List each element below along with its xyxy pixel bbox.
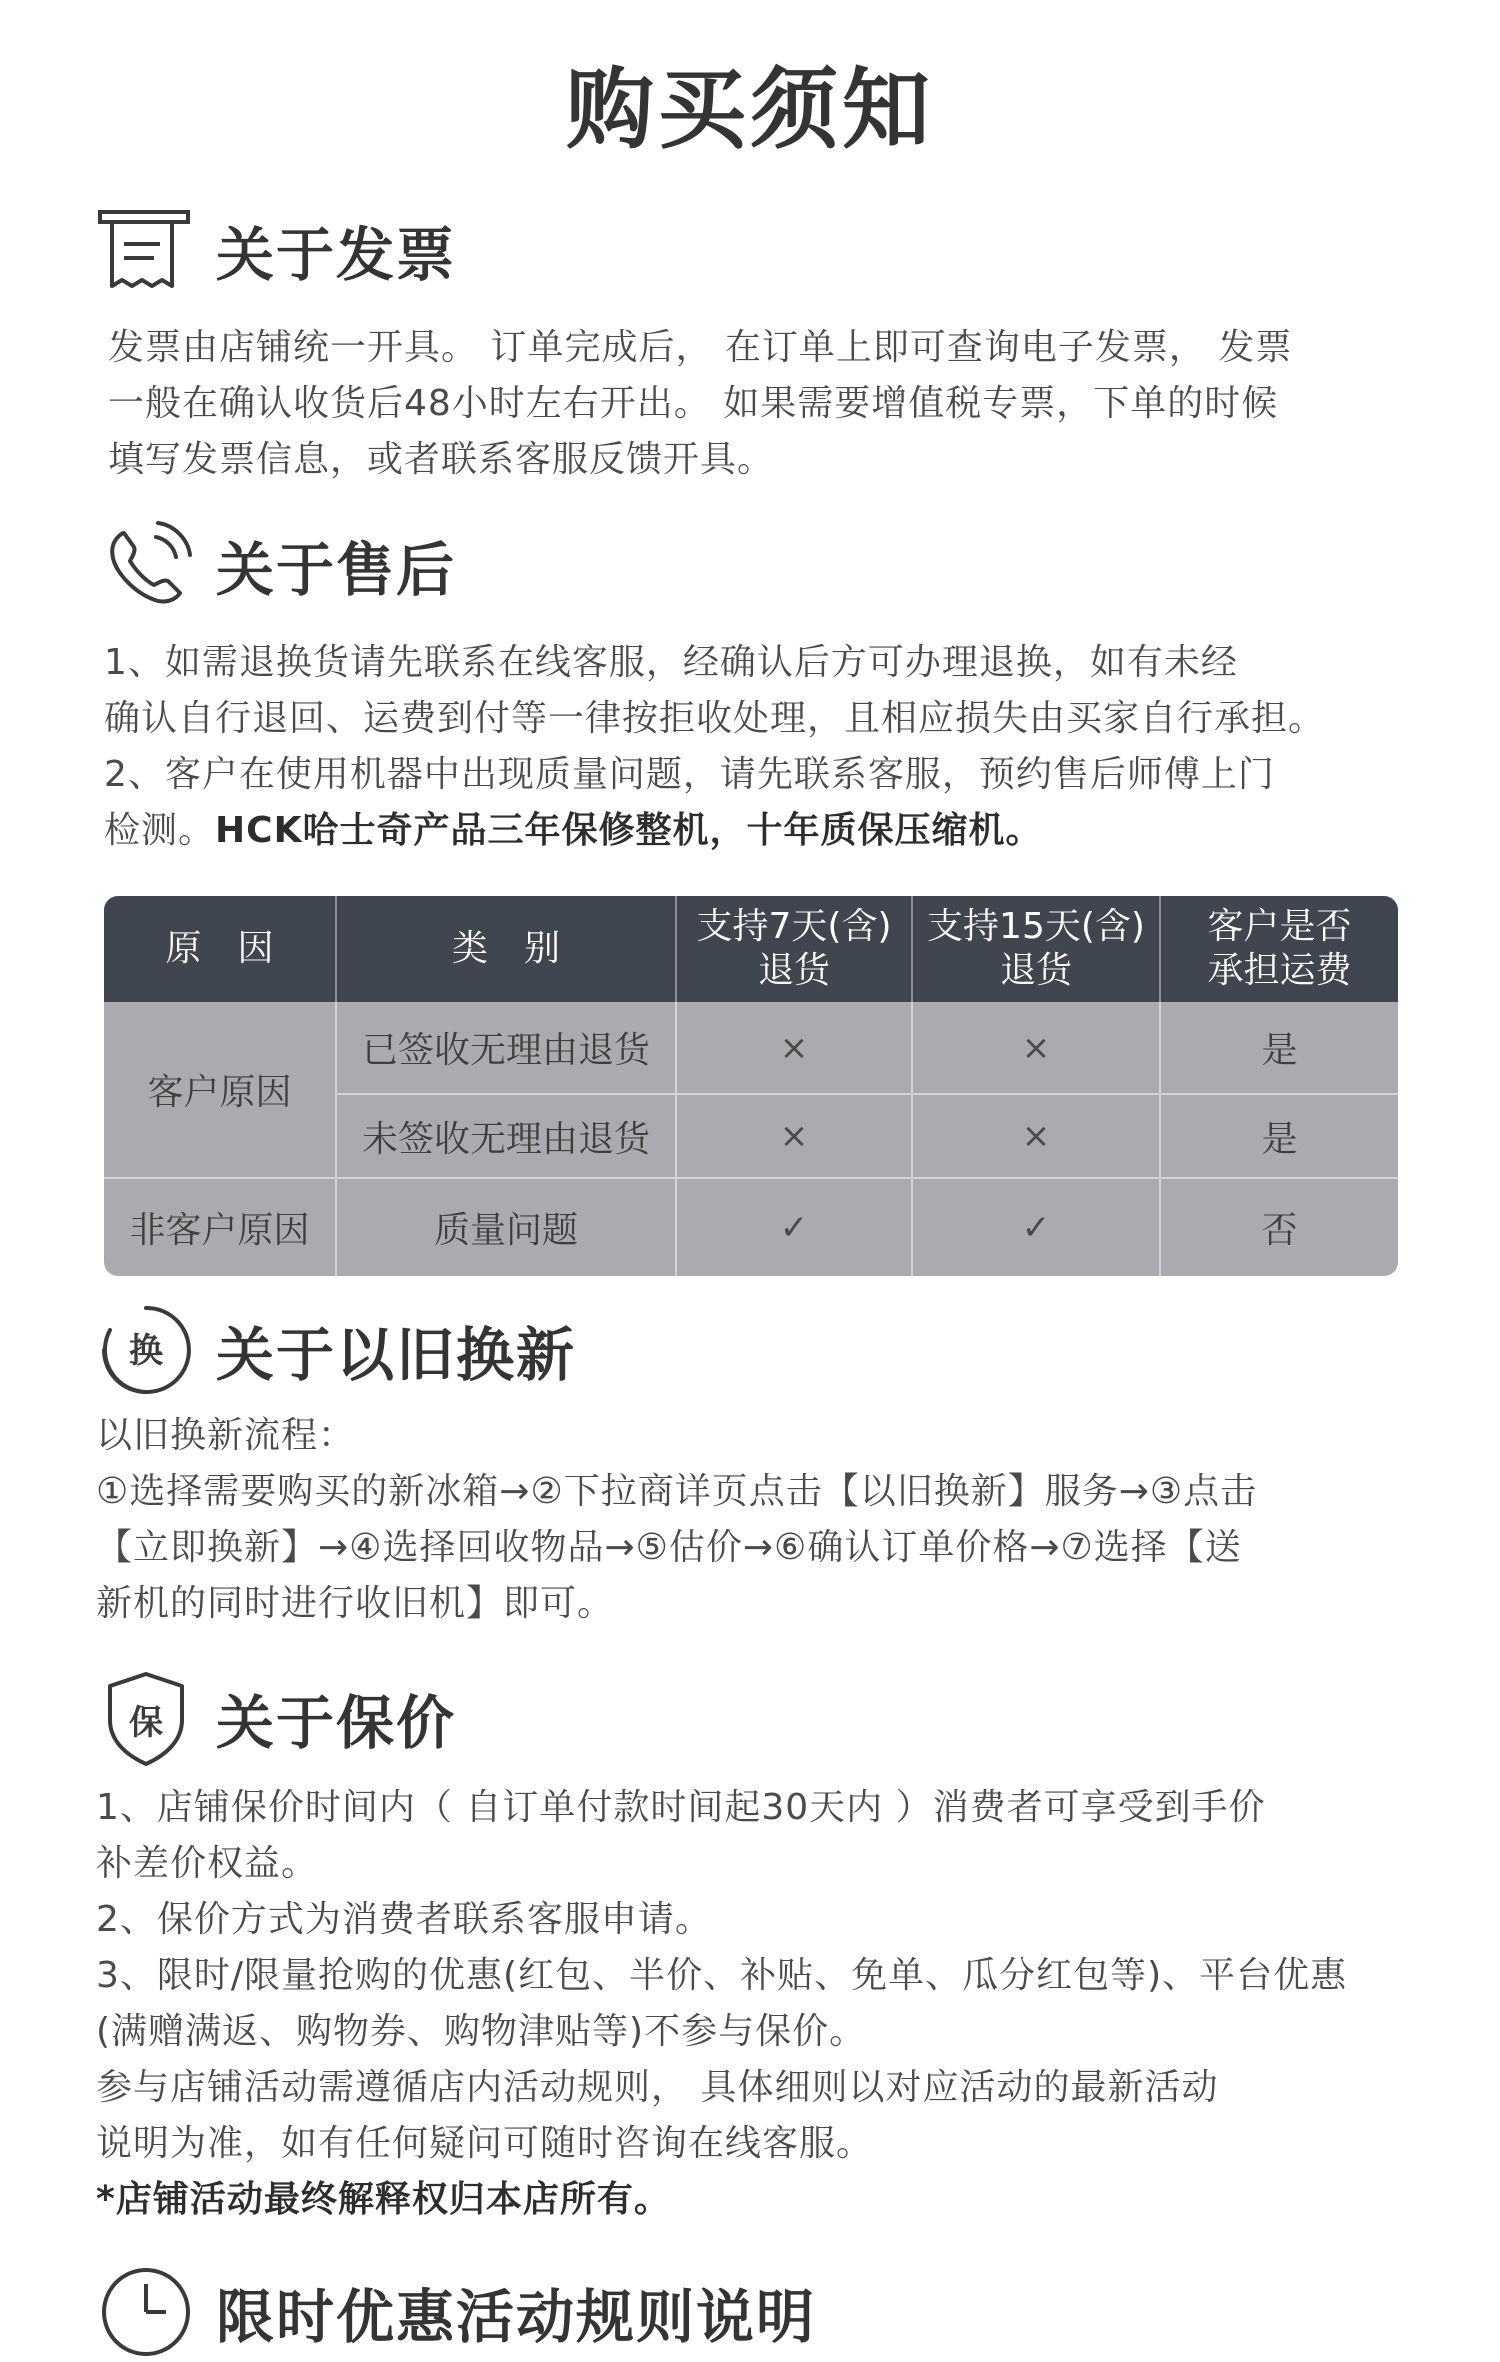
phone-icon [96,515,196,615]
reason-cell: 客户原因 [104,1002,336,1178]
price-protect-line: 2、保价方式为消费者联系客服申请。 [96,1899,712,1940]
reason-cell: 非客户原因 [104,1178,336,1276]
price-protect-line: 参与店铺活动需遵循店内活动规则， 具体细则以对应活动的最新活动 [96,2067,1219,2108]
freight-cell: 是 [1160,1002,1398,1094]
15day-cell: × [912,1094,1160,1178]
category-cell: 质量问题 [336,1178,676,1276]
invoice-line: 填写发票信息，或者联系客服反馈开具。 [108,439,775,480]
invoice-heading: 关于发票 [216,221,457,289]
shield-icon [96,1668,196,1768]
7day-cell: × [676,1002,912,1094]
after-sales-line: 1、如需退换货请先联系在线客服，经确认后方可办理退换，如有未经 [104,642,1238,683]
7day-cell: ✓ [676,1178,912,1276]
price-protect-header [96,1668,1416,1768]
15day-cell: × [912,1002,1160,1094]
trade-in-section [96,1300,1416,1632]
col-header-freight: 客户是否 承担运费 [1160,896,1398,1002]
col-header-7day: 支持7天(含) 退货 [676,896,912,1002]
after-sales-line-prefix: 检测。 [104,810,216,851]
after-sales-header [96,515,1416,615]
trade-in-header [96,1300,1416,1400]
promo-rules-section [96,2262,1416,2362]
freight-cell: 否 [1160,1178,1398,1276]
price-protect-line: (满赠满返、购物券、购物津贴等)不参与保价。 [96,2011,867,2052]
price-protect-line: 说明为准，如有任何疑问可随时咨询在线客服。 [96,2123,874,2164]
invoice-line: 一般在确认收货后48小时左右开出。 如果需要增值税专票，下单的时候 [108,383,1279,424]
invoice-header [96,200,1416,300]
7day-cell: × [676,1094,912,1178]
invoice-section [96,200,1416,488]
col-header-category: 类 别 [336,896,676,1002]
trade-in-line: ①选择需要购买的新冰箱→②下拉商详页点击【以旧换新】服务→③点击 [96,1471,1258,1512]
category-cell: 已签收无理由退货 [336,1002,676,1094]
shield-icon-char: 保 [129,1703,163,1743]
freight-cell: 是 [1160,1094,1398,1178]
price-protect-heading: 关于保价 [216,1689,457,1757]
col-header-reason: 原 因 [104,896,336,1002]
table-row [104,1002,1398,1094]
after-sales-section [96,515,1416,859]
trade-in-line: 以旧换新流程： [96,1415,356,1456]
price-protect-line: 补差价权益。 [96,1843,319,1884]
promo-rules-heading: 限时优惠活动规则说明 [216,2283,817,2351]
trade-in-line: 【立即换新】→④选择回收物品→⑤估价→⑥确认订单价格→⑦选择【送 [96,1527,1242,1568]
category-cell: 未签收无理由退货 [336,1094,676,1178]
clock-icon [96,2262,196,2362]
trade-in-heading: 关于以旧换新 [216,1321,577,1389]
invoice-line: 发票由店铺统一开具。 订单完成后， 在订单上即可查询电子发票， 发票 [108,327,1293,368]
exchange-icon-char: 换 [129,1331,163,1371]
15day-cell: ✓ [912,1178,1160,1276]
warranty-note: HCK哈士奇产品三年保修整机，十年质保压缩机。 [215,810,1043,851]
price-protect-note: *店铺活动最终解释权归本店所有。 [96,2179,671,2220]
page-title: 购买须知 [565,58,934,161]
price-protect-line: 3、限时/限量抢购的优惠(红包、半价、补贴、免单、瓜分红包等)、平台优惠 [96,1955,1348,1996]
promo-rules-header [96,2262,1416,2362]
return-policy-table [104,896,1398,1276]
trade-in-line: 新机的同时进行收旧机】即可。 [96,1583,615,1624]
price-protect-line: 1、店铺保价时间内（ 自订单付款时间起30天内 ）消费者可享受到手价 [96,1787,1266,1828]
after-sales-line: 2、客户在使用机器中出现质量问题，请先联系客服，预约售后师傅上门 [104,754,1275,795]
exchange-icon [96,1300,196,1400]
col-header-15day: 支持15天(含) 退货 [912,896,1160,1002]
after-sales-line [104,803,1416,859]
after-sales-line: 确认自行退回、运费到付等一律按拒收处理，且相应损失由买家自行承担。 [104,698,1326,739]
price-protect-section [96,1668,1416,2228]
receipt-icon [96,200,196,300]
table-row [104,1178,1398,1276]
after-sales-heading: 关于售后 [216,536,457,604]
